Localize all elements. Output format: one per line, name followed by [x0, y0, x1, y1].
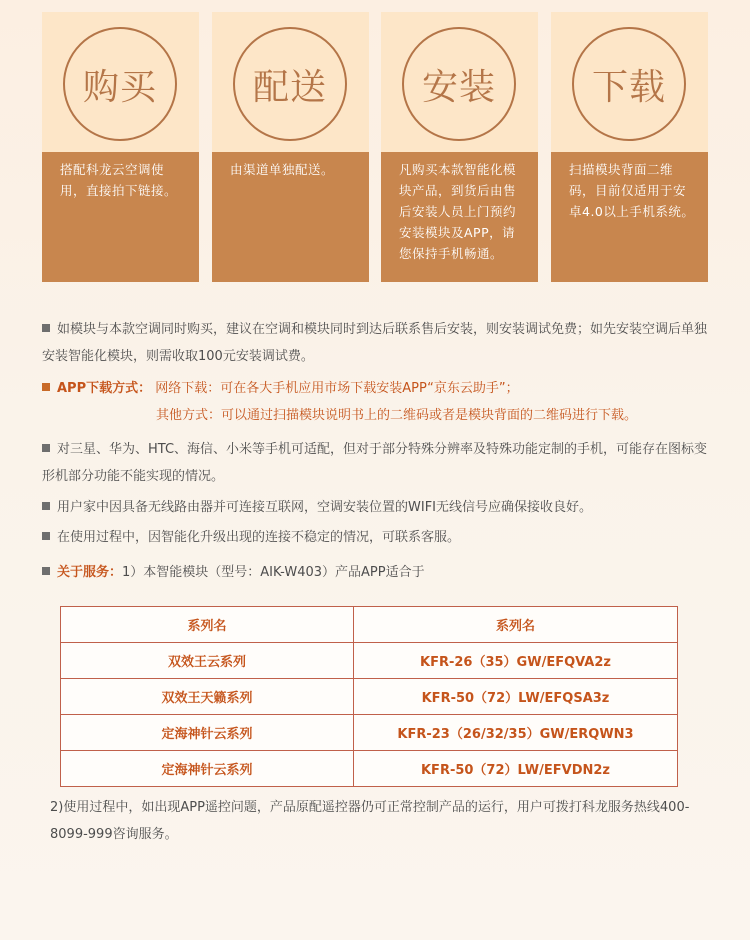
model-cell: KFR-23（26/32/35）GW/ERQWN3	[354, 715, 678, 751]
bullet-square-icon	[42, 383, 50, 391]
series-name-cell: 定海神针云系列	[61, 751, 354, 787]
app-other-text: 可以通过扫描模块说明书上的二维码或者是模块背面的二维码进行下载。	[221, 408, 638, 423]
app-network-label: 网络下载：	[155, 381, 221, 396]
model-cell: KFR-26（35）GW/EFQVA2z	[354, 643, 678, 679]
bullet-square-icon	[42, 532, 50, 540]
step-card-install	[381, 12, 538, 282]
bullet-square-icon	[42, 567, 50, 575]
step-title-install: 安装	[402, 27, 516, 141]
wifi-note-text: 用户家中因具备无线路由器并可连接互联网，空调安装位置的WIFI无线信号应确保接收良好。	[57, 500, 593, 515]
purchase-steps	[42, 12, 708, 282]
purchase-note-text: 如模块与本款空调同时购买，建议在空调和模块同时到达后联系售后安装，则安装调试免费；如先安装空调后单独安装智能化模块，则需收取100元安装调试费。	[42, 322, 708, 364]
table-header-cell: 系列名	[354, 607, 678, 643]
table-row	[61, 679, 678, 715]
connection-note	[42, 524, 712, 551]
series-name-cell: 双效王云系列	[61, 643, 354, 679]
connection-note-text: 在使用过程中，因智能化升级出现的连接不稳定的情况，可联系客服。	[57, 530, 461, 545]
app-download-line-1	[42, 375, 712, 402]
step-card-delivery	[212, 12, 369, 282]
step-title-buy: 购买	[63, 27, 177, 141]
app-other-label: 其他方式：	[156, 408, 222, 423]
series-table	[60, 606, 678, 787]
step-card-buy	[42, 12, 199, 282]
remote-control-note: 2)使用过程中，如出现APP遥控问题，产品原配遥控器仍可正常控制产品的运行，用户可拨打科龙服务热线400-8099-999咨询服务。	[50, 800, 690, 842]
service-text: 1）本智能模块（型号：AIK-W403）产品APP适合于	[122, 565, 425, 580]
series-name-cell: 定海神针云系列	[61, 715, 354, 751]
table-row	[61, 643, 678, 679]
service-note	[42, 559, 712, 586]
wifi-note	[42, 494, 712, 521]
bullet-square-icon	[42, 324, 50, 332]
app-network-text: 可在各大手机应用市场下载安装APP“京东云助手”；	[220, 381, 519, 396]
step-card-download	[551, 12, 708, 282]
purchase-note	[42, 316, 712, 370]
step-title-delivery: 配送	[233, 27, 347, 141]
step-title-download: 下载	[572, 27, 686, 141]
step-desc-buy: 搭配科龙云空调使用，直接拍下链接。	[60, 162, 178, 198]
model-cell: KFR-50（72）LW/EFVDN2z	[354, 751, 678, 787]
service-label: 关于服务：	[57, 565, 123, 580]
compat-note	[42, 436, 712, 490]
compat-note-text: 对三星、华为、HTC、海信、小米等手机可适配，但对于部分特殊分辨率及特殊功能定制的手机，可能存在图标变形机部分功能不能实现的情况。	[42, 442, 708, 484]
app-download-label: APP下载方式：	[57, 381, 152, 396]
table-row	[61, 751, 678, 787]
table-row	[61, 715, 678, 751]
step-desc-delivery: 由渠道单独配送。	[230, 162, 335, 177]
bullet-square-icon	[42, 502, 50, 510]
table-header-row	[61, 607, 678, 643]
app-download-line-2	[42, 402, 712, 429]
bullet-square-icon	[42, 444, 50, 452]
step-desc-download: 扫描模块背面二维码，目前仅适用于安卓4.0以上手机系统。	[569, 162, 695, 219]
series-name-cell: 双效王天籁系列	[61, 679, 354, 715]
app-download-note	[42, 375, 712, 429]
table-header-cell: 系列名	[61, 607, 354, 643]
model-cell: KFR-50（72）LW/EFQSA3z	[354, 679, 678, 715]
step-desc-install: 凡购买本款智能化模块产品，到货后由售后安装人员上门预约安装模块及APP，请您保持手机畅通。	[399, 162, 517, 261]
